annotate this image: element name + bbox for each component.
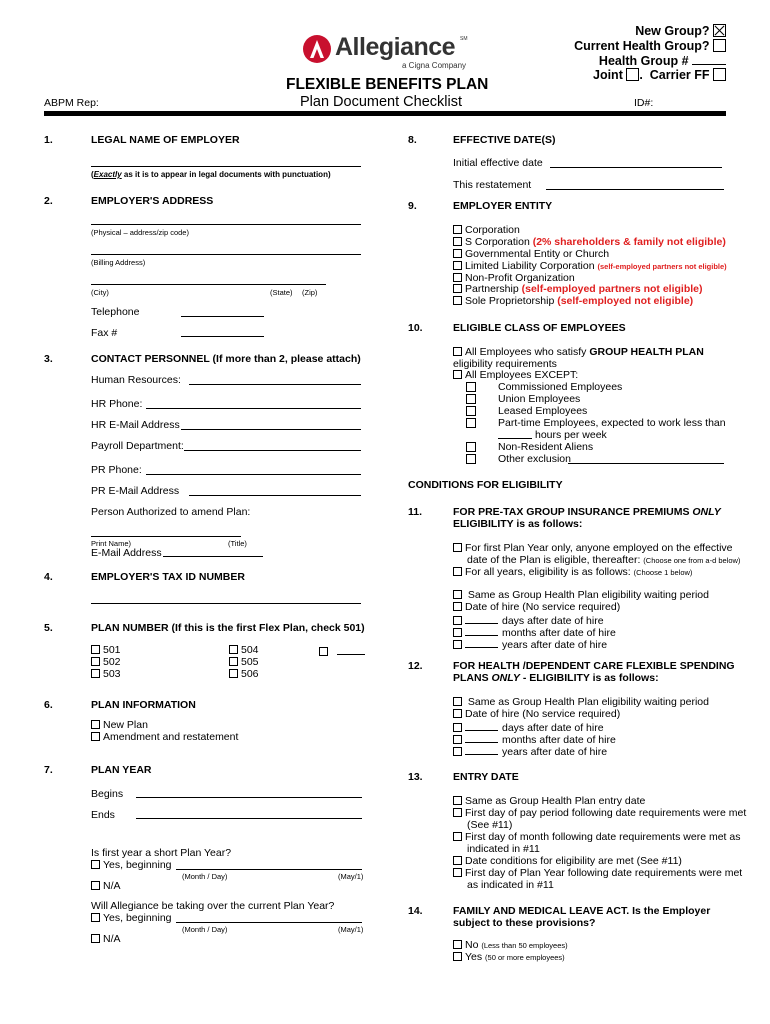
plan-506-checkbox[interactable] xyxy=(229,669,238,678)
restatement-label: This restatement xyxy=(453,179,532,191)
fax-label: Fax # xyxy=(91,327,118,339)
section-3-number: 3. xyxy=(44,353,53,365)
s12-same-option[interactable]: Same as Group Health Plan eligibility waiting period xyxy=(453,696,709,708)
section-12-title: FOR HEALTH /DEPENDENT CARE FLEXIBLE SPENDING xyxy=(453,660,735,672)
section-1-title: LEGAL NAME OF EMPLOYER xyxy=(91,134,240,146)
section-14-title-line2: subject to these provisions? xyxy=(453,917,596,929)
section-1-number: 1. xyxy=(44,134,53,146)
new-group: New Group? xyxy=(635,24,726,38)
s11-same-option[interactable]: Same as Group Health Plan eligibility waiting period xyxy=(453,589,709,601)
entity-partnership[interactable]: Partnership (self-employed partners not eligible) xyxy=(453,283,703,295)
commissioned-checkbox[interactable] xyxy=(466,382,476,392)
s12-same-checkbox[interactable] xyxy=(453,697,462,706)
leased-checkbox[interactable] xyxy=(466,406,476,416)
parttime-checkbox[interactable] xyxy=(466,418,476,428)
pr-email-field[interactable] xyxy=(189,495,361,496)
section-9-title: EMPLOYER ENTITY xyxy=(453,200,553,212)
plan-505-checkbox[interactable] xyxy=(229,657,238,666)
plan-501-checkbox[interactable] xyxy=(91,645,100,654)
fmla-yes-option[interactable]: Yes (50 or more employees) xyxy=(453,951,565,963)
brand-name: Allegiance xyxy=(335,33,456,61)
s12-months-option[interactable]: months after date of hire xyxy=(453,732,616,746)
health-group-number: Health Group # xyxy=(599,54,726,68)
begins-field[interactable] xyxy=(136,797,362,798)
hr-email-label: HR E-Mail Address xyxy=(91,419,180,431)
ends-field[interactable] xyxy=(136,818,362,819)
entry-month-line2: indicated in #11 xyxy=(467,843,540,855)
hr-field[interactable] xyxy=(189,384,361,385)
non-resident-label: Non-Resident Aliens xyxy=(498,441,594,453)
entry-date-conditions-checkbox[interactable] xyxy=(453,856,462,865)
s11-years-field[interactable] xyxy=(465,637,498,648)
governmental-checkbox[interactable] xyxy=(453,249,462,258)
section-7-number: 7. xyxy=(44,764,53,776)
telephone-label: Telephone xyxy=(91,306,140,318)
entry-date-conditions-option[interactable]: Date conditions for eligibility are met (See #11) xyxy=(453,855,682,867)
other-exclusion-label: Other exclusion xyxy=(498,453,571,465)
s11-days-checkbox[interactable] xyxy=(453,616,462,625)
s11-days-field[interactable] xyxy=(465,613,498,624)
section-13-title: ENTRY DATE xyxy=(453,771,519,783)
s11-years-checkbox[interactable] xyxy=(453,640,462,649)
state-label: (State) xyxy=(270,288,293,297)
entity-s-corporation[interactable]: S Corporation (2% shareholders & family not eligible) xyxy=(453,236,726,248)
other-exclusion-field[interactable] xyxy=(568,463,724,464)
takeover-month-day-label: (Month / Day) xyxy=(182,925,228,934)
short-year-month-day-label: (Month / Day) xyxy=(182,872,228,881)
print-name-label: Print Name) xyxy=(91,539,132,548)
section-2-title: EMPLOYER'S ADDRESS xyxy=(91,195,214,207)
entry-plan-year-checkbox[interactable] xyxy=(453,868,462,877)
section-3-title: CONTACT PERSONNEL (If more than 2, please attach) xyxy=(91,353,361,365)
hours-label: hours per week xyxy=(535,429,607,441)
legal-name-note: (Exactly as it is to appear in legal documents with punctuation) xyxy=(91,170,331,179)
email-label: E-Mail Address xyxy=(91,547,162,559)
new-plan-checkbox[interactable] xyxy=(91,720,100,729)
hr-label: Human Resources: xyxy=(91,374,181,386)
entry-plan-year-option[interactable]: First day of Plan Year following date requirements were met xyxy=(453,867,742,879)
health-group-number-field[interactable] xyxy=(692,54,726,65)
entry-pay-period-option[interactable]: First day of pay period following date requirements were met xyxy=(453,807,746,819)
authorized-name-field[interactable] xyxy=(91,536,241,537)
short-year-yes-checkbox[interactable] xyxy=(91,860,100,869)
short-year-date-field[interactable] xyxy=(176,869,362,870)
takeover-na[interactable]: N/A xyxy=(91,933,121,945)
initial-effective-label: Initial effective date xyxy=(453,157,543,169)
s11-months-checkbox[interactable] xyxy=(453,628,462,637)
section-11-number: 11. xyxy=(408,506,423,518)
current-health-group-checkbox[interactable] xyxy=(713,39,726,52)
pr-email-label: PR E-Mail Address xyxy=(91,485,180,497)
section-12-title-line2: PLANS ONLY - ELIGIBILITY is as follows: xyxy=(453,672,659,684)
section-9-number: 9. xyxy=(408,200,417,212)
s12-doh-option[interactable]: Date of hire (No service required) xyxy=(453,708,620,720)
payroll-field[interactable] xyxy=(184,450,361,451)
non-profit-checkbox[interactable] xyxy=(453,273,462,282)
plan-other[interactable] xyxy=(319,644,365,658)
brand-sm: SM xyxy=(460,36,468,42)
section-11-title-line2: ELIGIBILITY is as follows: xyxy=(453,518,583,530)
plan-other-checkbox[interactable] xyxy=(319,647,328,656)
sole-proprietorship-checkbox[interactable] xyxy=(453,296,462,305)
conditions-heading: CONDITIONS FOR ELIGIBILITY xyxy=(408,479,563,491)
joint-carrier: Joint . Carrier FF xyxy=(593,68,726,82)
abpm-rep-label: ABPM Rep: xyxy=(44,97,99,109)
tax-id-field[interactable] xyxy=(91,603,361,604)
section-5-title: PLAN NUMBER (If this is the first Flex Plan, check 501) xyxy=(91,622,365,634)
initial-effective-field[interactable] xyxy=(550,167,722,168)
other-exclusion-checkbox[interactable] xyxy=(466,454,476,464)
city-label: (City) xyxy=(91,288,109,297)
payroll-label: Payroll Department: xyxy=(91,440,184,452)
leased-label: Leased Employees xyxy=(498,405,588,417)
first-year-option[interactable]: For first Plan Year only, anyone employed on the effective xyxy=(453,542,733,554)
allegiance-logo-icon xyxy=(302,34,332,64)
section-8-number: 8. xyxy=(408,134,417,146)
email-field[interactable] xyxy=(163,556,263,557)
parttime-label: Part-time Employees, expected to work less than xyxy=(498,417,726,429)
entity-non-profit[interactable]: Non-Profit Organization xyxy=(453,272,575,284)
plan-502[interactable]: 502 xyxy=(91,656,121,668)
s11-years-option[interactable]: years after date of hire xyxy=(453,637,607,651)
entry-plan-year-line2: as indicated in #11 xyxy=(467,879,554,891)
section-11-title: FOR PRE-TAX GROUP INSURANCE PREMIUMS ONLY xyxy=(453,506,721,518)
entry-pay-period-checkbox[interactable] xyxy=(453,808,462,817)
commissioned-label: Commissioned Employees xyxy=(498,381,623,393)
corporation-checkbox[interactable] xyxy=(453,225,462,234)
section-14-number: 14. xyxy=(408,905,423,917)
new-group-checkbox[interactable] xyxy=(713,24,726,37)
plan-504-checkbox[interactable] xyxy=(229,645,238,654)
amendment-option[interactable]: Amendment and restatement xyxy=(91,731,238,743)
section-7-title: PLAN YEAR xyxy=(91,764,152,776)
authorized-label: Person Authorized to amend Plan: xyxy=(91,506,251,518)
llc-checkbox[interactable] xyxy=(453,261,462,270)
plan-501[interactable]: 501 xyxy=(91,644,121,656)
entry-same-option[interactable]: Same as Group Health Plan entry date xyxy=(453,795,645,807)
entry-pay-period-line2: (See #11) xyxy=(467,819,513,831)
header-divider xyxy=(44,111,726,116)
short-year-na[interactable]: N/A xyxy=(91,880,121,892)
short-year-yes[interactable]: Yes, beginning xyxy=(91,859,172,871)
entity-sole-proprietorship[interactable]: Sole Proprietorship (self-employed not eligible) xyxy=(453,295,693,307)
fmla-no-option[interactable]: No (Less than 50 employees) xyxy=(453,939,568,951)
section-12-number: 12. xyxy=(408,660,423,672)
section-2-number: 2. xyxy=(44,195,53,207)
takeover-yes-checkbox[interactable] xyxy=(91,913,100,922)
physical-address-label: (Physical – address/zip code) xyxy=(91,228,189,237)
page-subtitle: Plan Document Checklist xyxy=(300,94,462,110)
takeover-yes[interactable]: Yes, beginning xyxy=(91,912,172,924)
s12-months-field[interactable] xyxy=(465,732,498,743)
takeover-na-checkbox[interactable] xyxy=(91,934,100,943)
hr-email-field[interactable] xyxy=(181,429,361,430)
s12-doh-checkbox[interactable] xyxy=(453,709,462,718)
hr-phone-field[interactable] xyxy=(146,408,361,409)
entity-llc[interactable]: Limited Liability Corporation (self-employed partners not eligible) xyxy=(453,260,727,273)
plan-503[interactable]: 503 xyxy=(91,668,121,680)
new-plan-option[interactable]: New Plan xyxy=(91,719,148,731)
begins-label: Begins xyxy=(91,788,124,800)
s12-years-option[interactable]: years after date of hire xyxy=(453,744,607,758)
entity-corporation[interactable]: Corporation xyxy=(453,224,520,236)
first-year-checkbox[interactable] xyxy=(453,543,462,552)
id-label: ID#: xyxy=(634,97,654,109)
physical-address-field[interactable] xyxy=(91,224,361,225)
hours-field[interactable] xyxy=(498,438,532,439)
union-checkbox[interactable] xyxy=(466,394,476,404)
all-employees-except[interactable]: All Employees EXCEPT: xyxy=(453,369,578,381)
s12-years-field[interactable] xyxy=(465,744,498,755)
section-13-number: 13. xyxy=(408,771,423,783)
union-label: Union Employees xyxy=(498,393,581,405)
all-years-checkbox[interactable] xyxy=(453,567,462,576)
hr-phone-label: HR Phone: xyxy=(91,398,143,410)
s11-doh-option[interactable]: Date of hire (No service required) xyxy=(453,601,620,613)
all-employees-except-checkbox[interactable] xyxy=(453,370,462,379)
joint-checkbox[interactable] xyxy=(626,68,639,81)
all-employees-satisfy[interactable]: All Employees who satisfy GROUP HEALTH PLAN xyxy=(453,346,704,358)
zip-label: (Zip) xyxy=(302,288,318,297)
section-10-number: 10. xyxy=(408,322,423,334)
s12-days-option[interactable]: days after date of hire xyxy=(453,720,604,734)
entry-month-option[interactable]: First day of month following date requirements were met as xyxy=(453,831,740,843)
current-health-group: Current Health Group? xyxy=(574,39,726,53)
pr-phone-label: PR Phone: xyxy=(91,464,142,476)
fmla-yes-checkbox[interactable] xyxy=(453,952,462,961)
city-state-zip-field[interactable] xyxy=(91,284,326,285)
short-year-question: Is first year a short Plan Year? xyxy=(91,847,232,859)
partnership-checkbox[interactable] xyxy=(453,284,462,293)
telephone-field[interactable] xyxy=(181,316,264,317)
carrier-ff-checkbox[interactable] xyxy=(713,68,726,81)
ends-label: Ends xyxy=(91,809,115,821)
section-14-title: FAMILY AND MEDICAL LEAVE ACT. Is the Employer xyxy=(453,905,711,917)
takeover-may1-label: (May/1) xyxy=(338,925,364,934)
title-label: (Title) xyxy=(228,539,247,548)
takeover-date-field[interactable] xyxy=(176,922,362,923)
first-year-line2: date of the Plan is eligible, thereafter: (Choose one from a-d below) xyxy=(467,554,741,566)
section-5-number: 5. xyxy=(44,622,53,634)
short-year-na-checkbox[interactable] xyxy=(91,881,100,890)
fax-field[interactable] xyxy=(181,336,264,337)
section-8-title: EFFECTIVE DATE(S) xyxy=(453,134,556,146)
plan-505[interactable]: 505 xyxy=(229,656,259,668)
s12-days-field[interactable] xyxy=(465,720,498,731)
section-10-title: ELIGIBLE CLASS OF EMPLOYEES xyxy=(453,322,626,334)
s12-months-checkbox[interactable] xyxy=(453,735,462,744)
entry-same-checkbox[interactable] xyxy=(453,796,462,805)
logo xyxy=(302,33,470,73)
section-6-number: 6. xyxy=(44,699,53,711)
section-4-title: EMPLOYER'S TAX ID NUMBER xyxy=(91,571,245,583)
billing-address-field[interactable] xyxy=(91,254,361,255)
s11-doh-checkbox[interactable] xyxy=(453,602,462,611)
eligibility-requirements-text: eligibility requirements xyxy=(453,358,557,370)
s11-days-option[interactable]: days after date of hire xyxy=(453,613,604,627)
short-year-may1-label: (May/1) xyxy=(338,872,364,881)
s11-months-field[interactable] xyxy=(465,625,498,636)
plan-502-checkbox[interactable] xyxy=(91,657,100,666)
entry-month-checkbox[interactable] xyxy=(453,832,462,841)
non-resident-checkbox[interactable] xyxy=(466,442,476,452)
s-corporation-checkbox[interactable] xyxy=(453,237,462,246)
billing-address-label: (Billing Address) xyxy=(91,258,146,267)
s11-months-option[interactable]: months after date of hire xyxy=(453,625,616,639)
plan-504[interactable]: 504 xyxy=(229,644,259,656)
brand-subtitle: a Cigna Company xyxy=(402,61,467,70)
section-6-title: PLAN INFORMATION xyxy=(91,699,196,711)
fmla-no-checkbox[interactable] xyxy=(453,940,462,949)
takeover-question: Will Allegiance be taking over the current Plan Year? xyxy=(91,900,335,912)
page-title: FLEXIBLE BENEFITS PLAN xyxy=(286,76,489,93)
section-4-number: 4. xyxy=(44,571,53,583)
s12-days-checkbox[interactable] xyxy=(453,723,462,732)
restatement-field[interactable] xyxy=(546,189,724,190)
s12-years-checkbox[interactable] xyxy=(453,747,462,756)
plan-other-field[interactable] xyxy=(337,644,365,655)
all-years-option[interactable]: For all years, eligibility is as follows: (Choose 1 below) xyxy=(453,566,692,578)
pr-phone-field[interactable] xyxy=(146,474,361,475)
entity-governmental[interactable]: Governmental Entity or Church xyxy=(453,248,609,260)
all-employees-satisfy-checkbox[interactable] xyxy=(453,347,462,356)
s11-same-checkbox[interactable] xyxy=(453,590,462,599)
legal-name-field[interactable] xyxy=(91,166,361,167)
amendment-checkbox[interactable] xyxy=(91,732,100,741)
plan-506[interactable]: 506 xyxy=(229,668,259,680)
plan-503-checkbox[interactable] xyxy=(91,669,100,678)
